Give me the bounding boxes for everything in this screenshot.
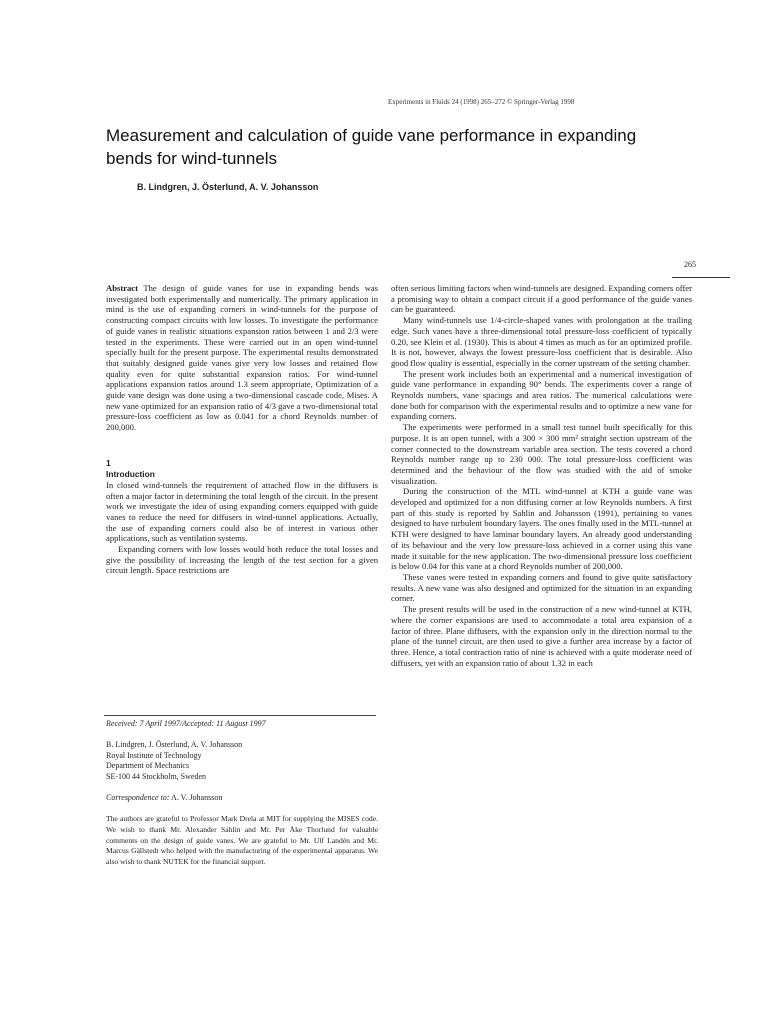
received-line: Received: 7 April 1997/Accepted: 11 August 1997	[106, 719, 266, 728]
footnote-rule	[104, 715, 376, 716]
left-column	[106, 283, 378, 576]
article-authors: B. Lindgren, J. Österlund, A. V. Johansson	[137, 182, 319, 192]
affiliation-line: B. Lindgren, J. Österlund, A. V. Johansson	[106, 740, 243, 750]
right-column	[391, 283, 692, 668]
intro-paragraph: These vanes were tested in expanding corners and found to give quite satisfactory results. A new vane was also designed and optimized for the situation in an expanding corner.	[391, 571, 692, 604]
affiliation-line: SE-100 44 Stockholm, Sweden	[106, 771, 206, 781]
acknowledgement: The authors are grateful to Professor Mark Drela at MIT for supplying the MISES code. We wish to thank Mr. Alexander Sahlin and Mr. Per Åke Thorlund for valuable comments on the design of guide vanes. We are grateful to Mr. Ulf Landén and Mr. Marcus Gällstedt who helped with the manufacturing of the experimental apparatus. We also wish to thank NUTEK for the financial support.	[106, 814, 378, 866]
intro-paragraph: Many wind-tunnels use 1/4-circle-shaped vanes with prolongation at the trailing edge. Such vanes have a three-dimensional total pressure-loss coefficient of typically 0.20, see Klein et al. (1930). This is about 4 times as much as for an optimized profile. It is not, however, always the lowest pressure-loss coefficient that is desirable. Also good flow quality is essential, especially in the corner upstream of the setting chamber.	[391, 315, 692, 368]
intro-paragraph: In closed wind-tunnels the requirement of attached flow in the diffusers is often a major factor in determining the total length of the circuit. In the present work we investigate the idea of using expanding corners equipped with guide vanes to reduce the need for diffusers in wind-tunnel applications. Actually, the use of expanding corners could also be of interest in various other applications, such as ventilation systems.	[106, 479, 378, 544]
received-label: Received	[106, 719, 135, 728]
intro-paragraph: often serious limiting factors when wind-tunnels are designed. Expanding corners offer a promising way to obtain a compact circuit if a good performance of the guide vanes can be guaranteed.	[391, 283, 692, 315]
abstract-text: The design of guide vanes for use in expanding bends was investigated both experimentally and numerically. The primary application in mind is the use of expanding corners in wind-tunnels for the purpose of constructing compact circuits with low losses. To investigate the performance of guide vanes in realistic situations expansion ratios between 1 and 2/3 were tested in the experiments. These were carried out in an open wind-tunnel specially built for the present purpose. The experimental results demonstrated that suitably designed guide vanes give very low losses and retained flow quality even for quite substantial expansion ratios. For wind-tunnel applications expansion ratios around 1.3 seem appropriate, Optimization of a guide vane design was done using a two-dimensional cascade code, Mises. A new vane optimized for an expansion ratio of 4/3 gave a two-dimensional total pressure-loss coefficient as low as 0.041 for a chord Reynolds number of 200,000.	[106, 283, 378, 433]
page-number: 265	[684, 260, 696, 269]
received-date: 7 April 1997	[139, 719, 180, 728]
abstract-label: Abstract	[106, 283, 138, 293]
intro-paragraph: The present work includes both an experimental and a numerical investigation of guide vane performance in expanding 90° bends. The experiments cover a range of Reynolds numbers, vane spacings and area ratios. The numerical calculations were done both for comparison with the experimental results and to optimize a new vane for expanding corners.	[391, 368, 692, 422]
correspondence: Correspondence to: A. V. Johansson	[106, 793, 223, 803]
accepted-date: 11 August 1997	[216, 719, 266, 728]
journal-citation: Experiments in Fluids 24 (1998) 265–272 © Springer-Verlag 1998	[388, 98, 575, 106]
section-number: 1	[106, 457, 111, 468]
section-heading: Introduction	[106, 468, 155, 479]
article-title: Measurement and calculation of guide vane performance in expanding bends for wind-tunnels	[106, 126, 637, 168]
intro-paragraph: The present results will be used in the construction of a new wind-tunnel at KTH, where the corner expansions are used to accommodate a total area expansion of a factor of three. Plane diffusers, with the expansion only in the direction normal to the plane of the tunnel circuit, are then used to give a further area increase by a factor of three. Hence, a total contraction ratio of nine is achieved with a quite moderate need of diffusers, yet with an expansion ratio of about 1.32 in each	[391, 604, 692, 668]
intro-paragraph: During the construction of the MTL wind-tunnel at KTH a guide vane was developed and optimized for a non diffusing corner at low Reynolds numbers. A first part of this study is reported by Sahlin and Johansson (1991), pertaining to vanes designed to have turbulent boundary layers. The ones finally used in the MTL-tunnel at KTH were designed to have laminar boundary layers. An already good understanding of its behaviour and the very low pressure-loss achieved in a corner using this vane made it suitable for the new application. The two-dimensional pressure loss coefficient is below 0.04 for this vane at a chord Reynolds number of 200,000.	[391, 486, 692, 572]
affiliation-line: Department of Mechanics	[106, 761, 190, 771]
affiliation	[106, 740, 378, 782]
correspondence-label: Correspondence to	[106, 793, 167, 803]
intro-paragraph: The experiments were performed in a small test tunnel built specifically for this purpose. It is an open tunnel, with a 300 × 300 mm² straight section upstream of the corner connected to the downstream variable area section. The tests covered a chord Reynolds number range up to 230 000. The total pressure-loss coefficient was determined and the behaviour of the flow was studied with the aid of smoke visualization.	[391, 422, 692, 486]
correspondence-name: A. V. Johansson	[171, 793, 223, 803]
footnotes	[106, 719, 378, 867]
abstract	[106, 283, 378, 433]
intro-paragraph: Expanding corners with low losses would both reduce the total losses and give the possibility of increasing the length of the test section for a given circuit length. Space restrictions are	[106, 544, 378, 576]
accepted-label: Accepted	[182, 719, 212, 728]
page-number-rule	[672, 277, 730, 278]
affiliation-line: Royal Institute of Technology	[106, 750, 202, 760]
